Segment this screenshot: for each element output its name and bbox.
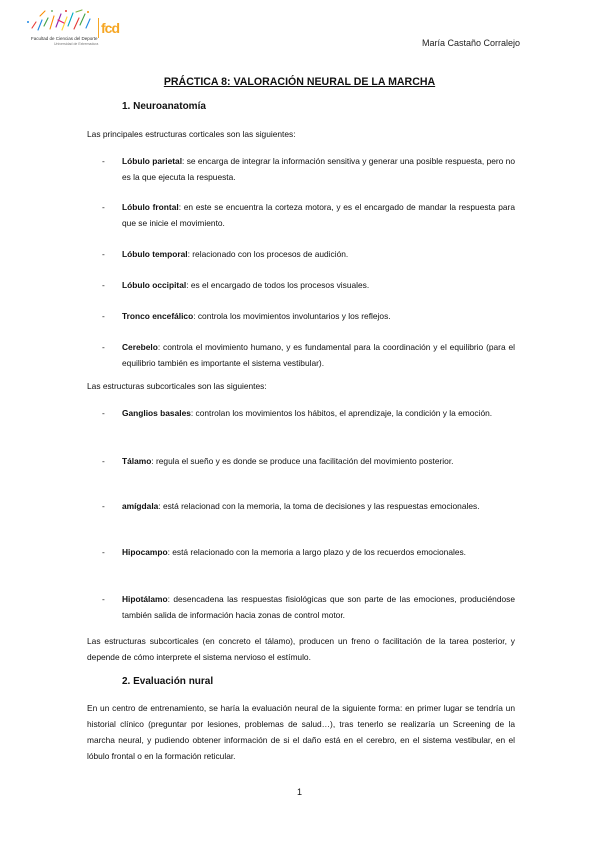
list-dash: - [102,501,105,511]
term-label: Lóbulo occipital [122,280,187,290]
term-description: : controla los movimientos involuntarios y los reflejos. [193,311,391,321]
list-item-tronco-encefalico [102,309,515,325]
term-description: : relacionado con los procesos de audición. [187,249,349,259]
term-label: Tronco encefálico [122,311,194,321]
list-dash: - [102,311,105,321]
logo-faculty-name: Facultad de Ciencias del Deporte [31,36,98,41]
evaluation-paragraph: En un centro de entrenamiento, se haría la evaluación neural de la siguiente forma: en primer lugar se tendría un historial clínico (preguntar por lesiones, problemas de salud…), tras tenerlo se realizaría un Screening de la marcha neural, y pudiendo obtener información de si el daño está en el cerebro, en el sistema vestibular, en el lóbulo frontal o en la formación reticular. [87,703,515,761]
list-dash: - [102,280,105,290]
list-item-cerebelo [102,340,515,371]
term-label: Hipotálamo [122,594,168,604]
term-description: : en este se encuentra la corteza motora, y es el encargado de mandar la respuesta para que se inicie el movimiento. [122,202,515,228]
term-description: : controlan los movimientos los hábitos, el aprendizaje, la condición y la emoción. [190,408,493,418]
term-label: Ganglios basales [122,408,191,418]
term-label: Cerebelo [122,342,158,352]
list-item-lobulo-frontal [102,200,515,231]
logo-fcd-text: fcd [98,18,123,38]
list-dash: - [102,547,105,557]
term-description: : es el encargado de todos los procesos visuales. [186,280,370,290]
author-name: María Castaño Corralejo [421,38,520,48]
term-description: : desencadena las respuestas fisiológicas que son parte de las emociones, produciéndose también salida de información hacia zonas de control motor. [122,594,515,620]
term-label: Lóbulo temporal [122,249,188,259]
section-heading-neuroanatomia: 1. Neuroanatomía [122,101,206,112]
list-item-lobulo-occipital [102,278,515,294]
term-description: : regula el sueño y es donde se produce una facilitación del movimiento posterior. [151,456,454,466]
list-dash: - [102,202,105,212]
list-item-amigdala [102,499,515,515]
logo-university-name: Universidad de Extremadura [54,42,99,46]
term-label: amígdala [122,501,159,511]
term-label: Hipocampo [122,547,168,557]
list-dash: - [102,156,105,166]
list-dash: - [102,342,105,352]
term-description: : controla el movimiento humano, y es fundamental para la coordinación y el equilibrio (para el equilibrio también es importante el sistema vestibular). [122,342,515,368]
faculty-logo [18,8,118,46]
term-description: : está relacionado con la memoria a largo plazo y de los recuerdos emocionales. [167,547,467,557]
list-item-talamo [102,454,515,470]
page-number: 1 [296,787,302,797]
term-label: Lóbulo frontal [122,202,179,212]
list-item-lobulo-temporal [102,247,515,263]
term-description: : se encarga de integrar la información sensitiva y generar una posible respuesta, pero no es la que ejecuta la respuesta. [122,156,515,182]
intro-subcortical: Las estructuras subcorticales son las siguientes: [87,381,267,391]
list-item-ganglios-basales [102,406,515,422]
term-description: : está relacionad con la memoria, la toma de decisiones y las respuestas emocionales. [158,501,480,511]
term-label: Tálamo [122,456,152,466]
document-title: PRÁCTICA 8: VALORACIÓN NEURAL DE LA MARCHA [163,76,436,88]
list-dash: - [102,249,105,259]
list-item-hipotalamo [102,592,515,623]
closing-paragraph: Las estructuras subcorticales (en concreto el tálamo), producen un freno o facilitación de la tarea posterior, y depende de cómo interprete el sistema nervioso el estímulo. [87,636,515,662]
list-item-hipocampo [102,545,515,561]
list-dash: - [102,408,105,418]
list-dash: - [102,456,105,466]
section-heading-evaluacion: 2. Evaluación nural [122,676,214,687]
term-label: Lóbulo parietal [122,156,183,166]
intro-cortical: Las principales estructuras corticales son las siguientes: [87,129,296,139]
list-item-lobulo-parietal [102,154,515,185]
logo-splash-graphic [18,8,96,34]
list-dash: - [102,594,105,604]
